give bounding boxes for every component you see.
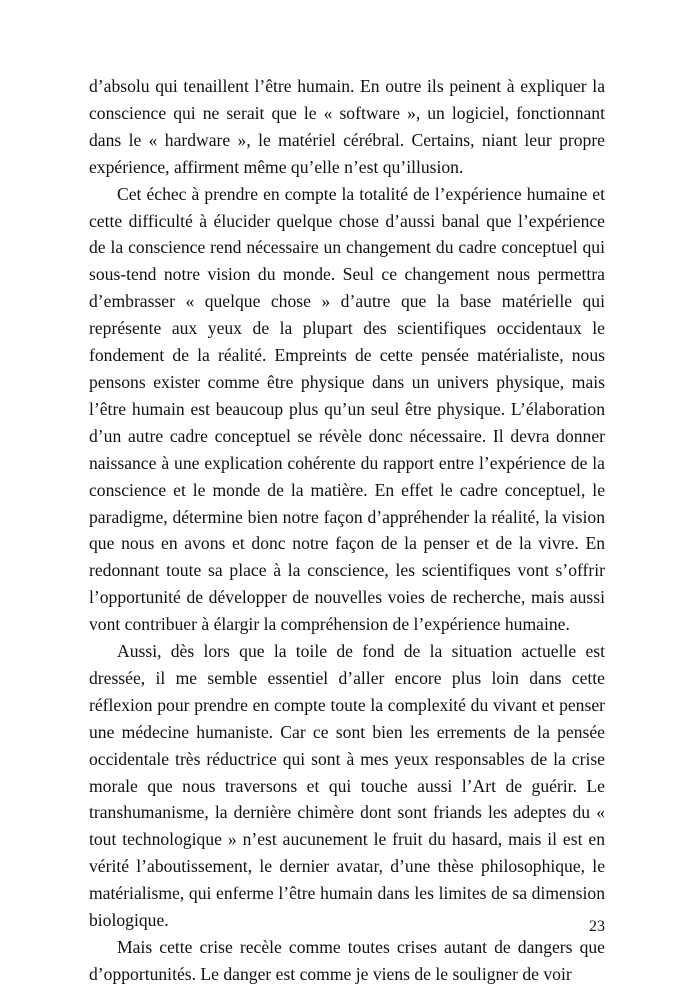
- paragraph: Cet échec à prendre en compte la totalité de l’expérience humaine et cette difficulté à élucider quelque chose d’aussi banal que l’expérience de la conscience rend nécessaire un changement du cadre conceptuel qui sous-tend notre vision du monde. Seul ce changement nous permettra d’embrasser « quelque chose » d’autre que la base matérielle qui représente aux yeux de la plupart des scientifiques occidentaux le fondement de la réalité. Empreints de cette pensée matérialiste, nous pensons exister comme être physique dans un univers physique, mais l’être humain est beaucoup plus qu’un seul être physique. L’élaboration d’un autre cadre conceptuel se révèle donc nécessaire. Il devra donner naissance à une explication cohérente du rapport entre l’expérience de la conscience et le monde de la matière. En effet le cadre conceptuel, le paradigme, détermine bien notre façon d’appréhender la réalité, la vision que nous en avons et donc notre façon de la penser et de la vivre. En redonnant toute sa place à la conscience, les scientifiques vont s’offrir l’opportunité de développer de nouvelles voies de recherche, mais aussi vont contribuer à élargir la compréhension de l’expérience humaine.: [89, 183, 605, 635]
- paragraph-continuation: d’absolu qui tenaillent l’être humain. En outre ils peinent à expliquer la conscience qui ne serait que le « software », un logiciel, fonctionnant dans le « hardware », le matériel cérébral. Certains, niant leur propre expérience, affirment même qu’elle n’est qu’illusion.: [89, 76, 605, 177]
- paragraph: Aussi, dès lors que la toile de fond de la situation actuelle est dressée, il me semble essentiel d’aller encore plus loin dans cette réflexion pour prendre en compte toute la complexité du vivant et penser une médecine humaniste. Car ce sont bien les errements de la pensée occidentale très réductrice qui sont à mes yeux responsables de la crise morale que nous traversons et qui touche aussi l’Art de guérir. Le transhumanisme, la dernière chimère dont sont friands les adeptes du « tout technologique » n’est aucunement le fruit du hasard, mais il est en vérité l’aboutissement, le dernier avatar, d’une thèse philosophique, le matérialisme, qui enferme l’être humain dans les limites de sa dimension biologique.: [89, 641, 605, 931]
- paragraph: Mais cette crise recèle comme toutes crises autant de dangers que d’opportunités. Le danger est comme je viens de le souligner de voir: [89, 937, 605, 984]
- body-text: [89, 73, 605, 988]
- page-number: 23: [589, 918, 605, 935]
